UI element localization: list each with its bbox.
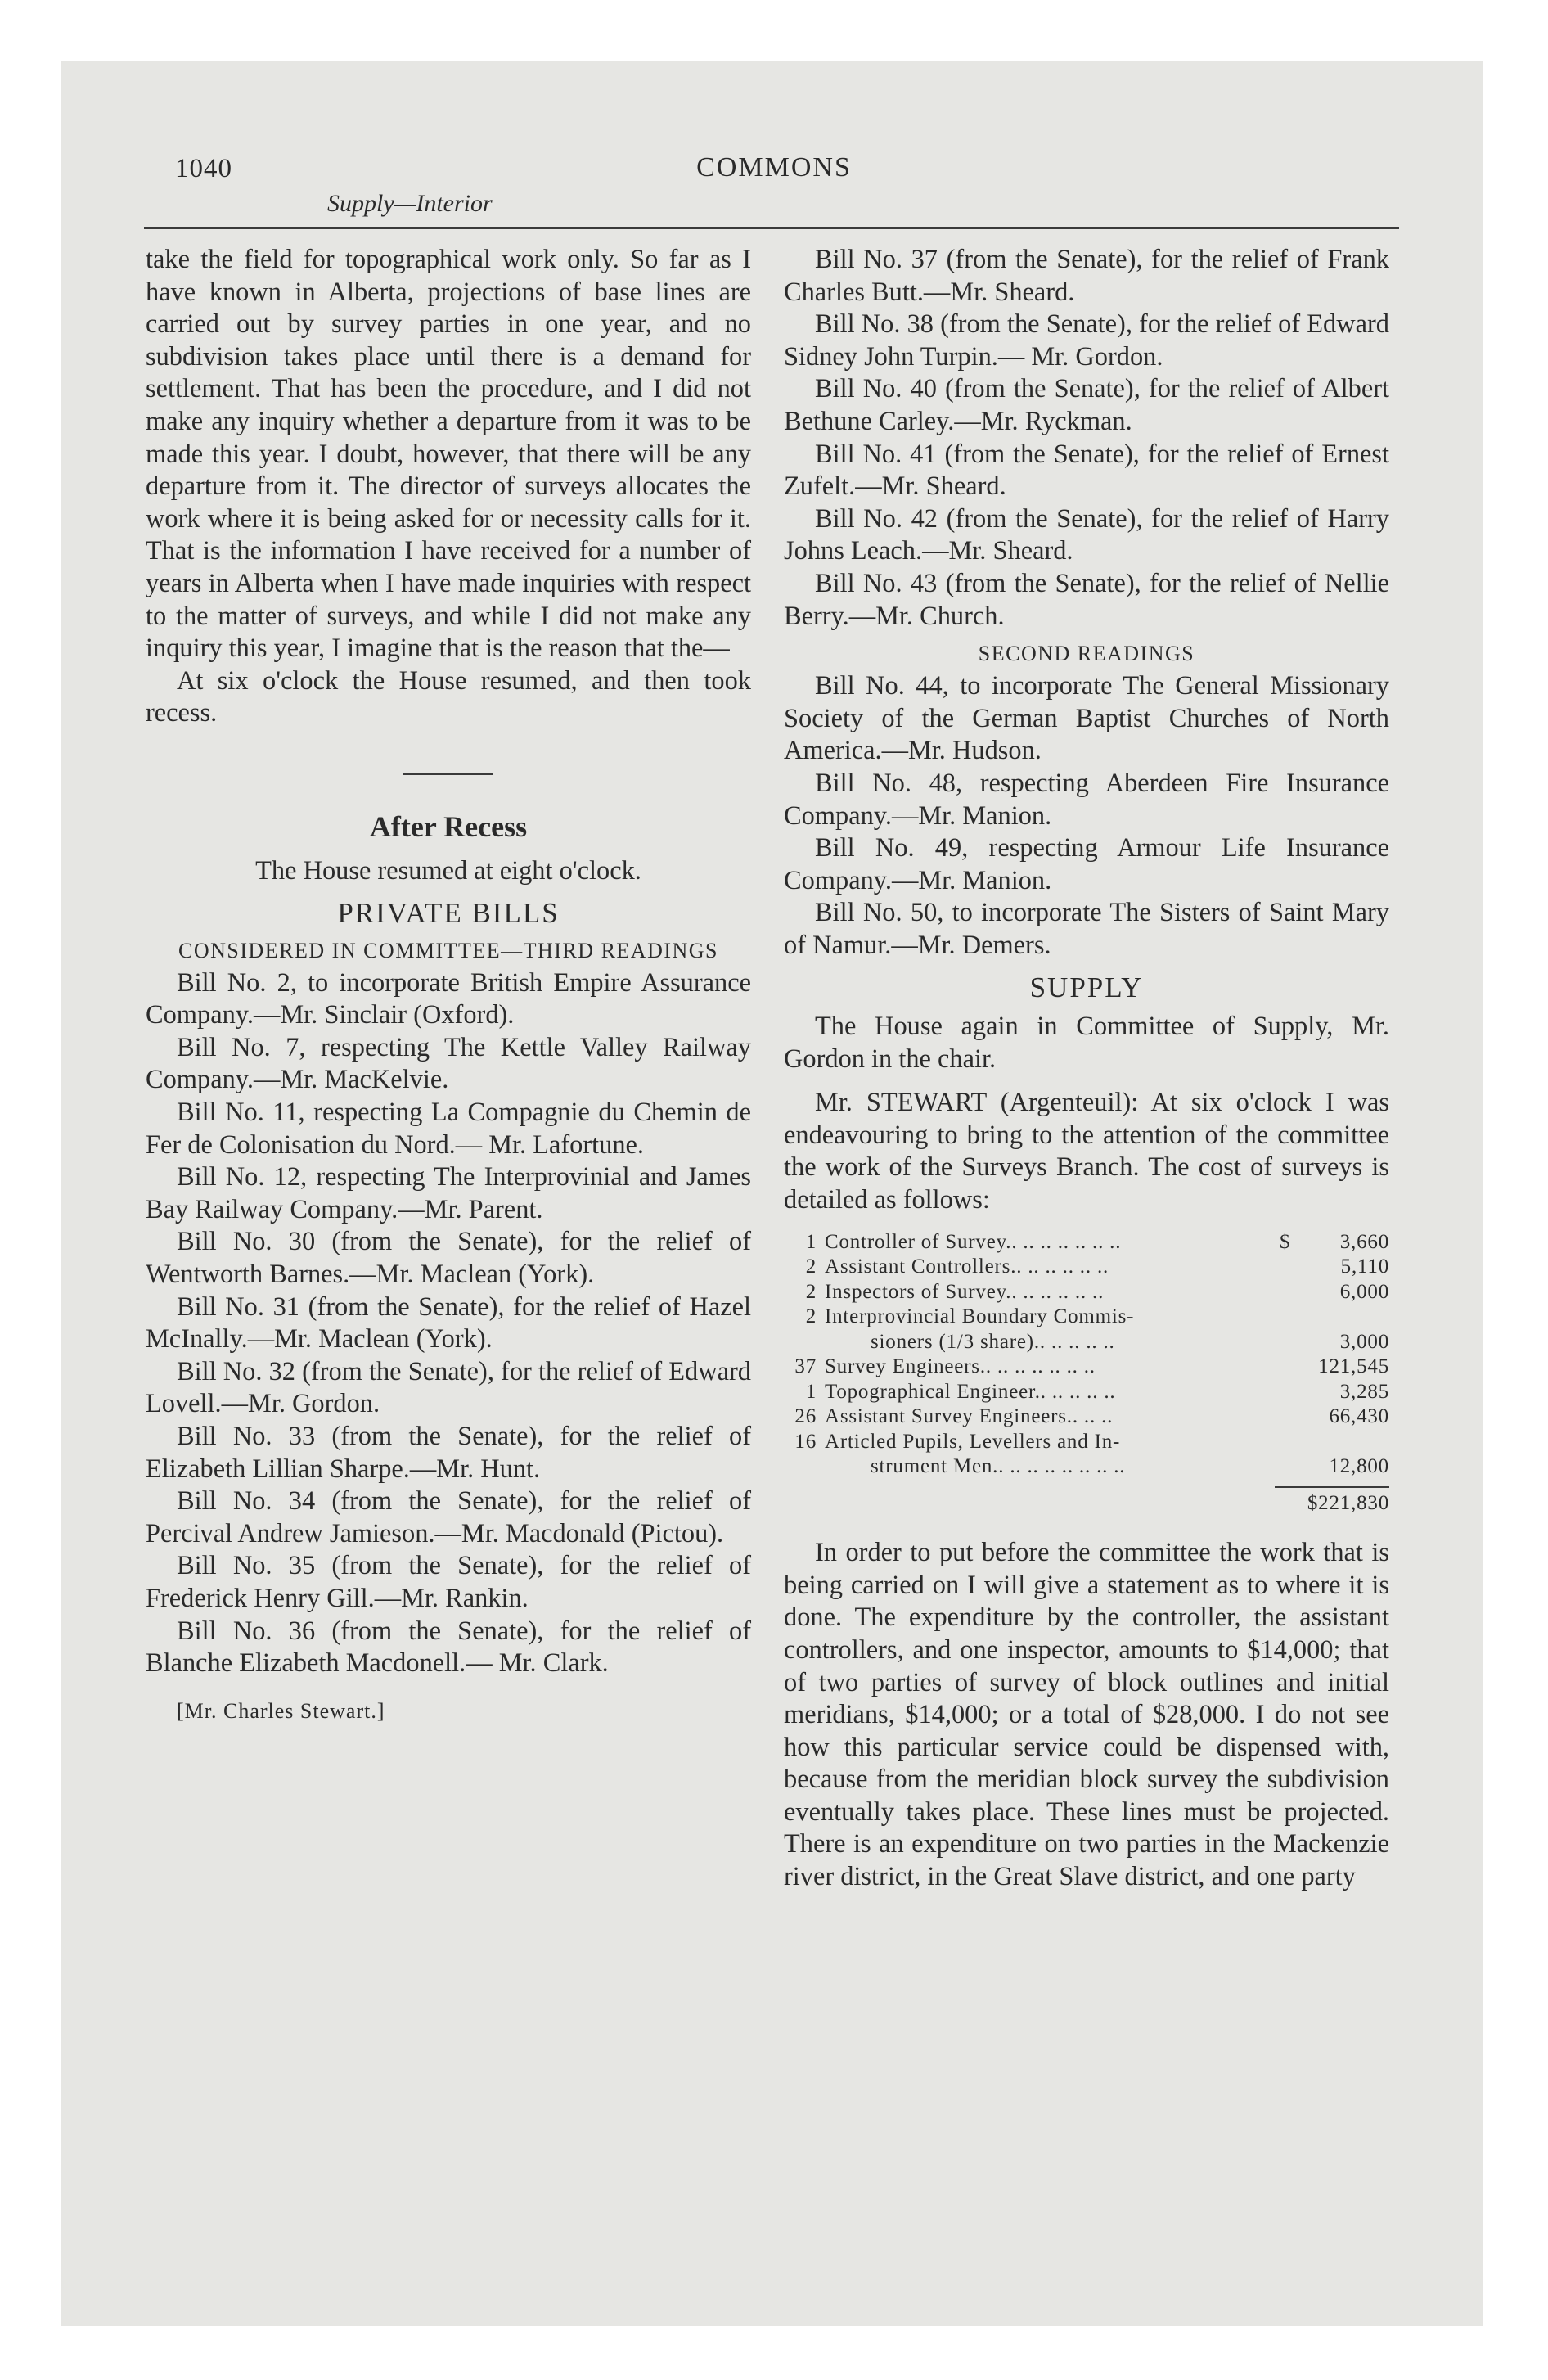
page-number: 1040 (175, 154, 232, 183)
cost-row: 2 Interprovincial Boundary Commis- (805, 1305, 1135, 1328)
bill-item: Bill No. 32 (from the Senate), for the relief of Edward Lovell.—Mr. Gordon. (146, 1356, 751, 1419)
left-column (146, 244, 751, 1727)
private-bills-heading: PRIVATE BILLS (337, 897, 560, 930)
bill-item: Bill No. 48, respecting Aberdeen Fire Insurance Company.—Mr. Manion. (784, 768, 1389, 831)
bill-item: Bill No. 41 (from the Senate), for the relief of Ernest Zufelt.—Mr. Sheard. (784, 439, 1389, 502)
cost-row: sioners (1/3 share).. .. .. .. .. 3,000 (871, 1330, 1389, 1353)
second-readings-heading: SECOND READINGS (978, 642, 1195, 666)
bill-item: Bill No. 11, respecting La Compagnie du Chemin de Fer de Colonisation du Nord.— Mr. Lafortune. (146, 1098, 751, 1160)
cost-row: 26 Assistant Survey Engineers.. .. .. 66,430 (794, 1405, 1389, 1428)
cost-total: $221,830 (1307, 1491, 1389, 1514)
continued-paragraph: take the field for topographical work only. So far as I have known in Alberta, projections of base lines are carried out by survey parties in one year, and no subdivision takes place until there is a demand for settlement. That has been the procedure, and I did not make any inquiry whether a departure from it was to be made this year. I doubt, however, that there will be any departure from it. The director of surveys allocates the work where it is being asked for or necessity calls for it. That is the information I have received for a number of years in Alberta when I have made inquiries with respect to the matter of surveys, and while I did not make any inquiry this year, I imagine that is the reason that the— (146, 245, 751, 664)
bill-item: Bill No. 50, to incorporate The Sisters of Saint Mary of Namur.—Mr. Demers. (784, 898, 1389, 960)
expenditure-paragraph: In order to put before the committee the work that is being carried on I will give a statement as to where it is done. The expenditure by the controller, the assistant controllers, and one inspector, amounts to $14,000; that of two parties of survey of block outlines and initial meridians, $14,000; or a total of $28,000. I do not see how this particular service could be dispensed with, because from the meridian block survey the subdivision eventually takes place. These lines must be projected. There is an expenditure on two parties in the Mackenzie river district, in the Great Slave district, and one party (784, 1538, 1389, 1892)
bill-item: Bill No. 36 (from the Senate), for the relief of Blanche Elizabeth Macdonell.— Mr. Clark. (146, 1616, 751, 1679)
bill-item: Bill No. 35 (from the Senate), for the relief of Frederick Henry Gill.—Mr. Rankin. (146, 1551, 751, 1613)
bill-item: Bill No. 30 (from the Senate), for the relief of Wentworth Barnes.—Mr. Maclean (York). (146, 1227, 751, 1290)
bill-item: Bill No. 31 (from the Senate), for the relief of Hazel McInally.—Mr. Maclean (York). (146, 1291, 751, 1355)
cost-row: 2 Inspectors of Survey.. .. .. .. .. .. 6,000 (805, 1280, 1389, 1303)
cost-row: 2 Assistant Controllers.. .. .. .. .. .. 5,110 (805, 1255, 1389, 1278)
bill-item: Bill No. 33 (from the Senate), for the relief of Elizabeth Lillian Sharpe.—Mr. Hunt. (146, 1422, 751, 1484)
bill-item: Bill No. 34 (from the Senate), for the relief of Percival Andrew Jamieson.—Mr. Macdonald (Pictou). (146, 1486, 751, 1548)
supply-heading: SUPPLY (1029, 971, 1144, 1004)
third-readings-heading: CONSIDERED IN COMMITTEE—THIRD READINGS (178, 938, 719, 962)
bill-item: Bill No. 44, to incorporate The General Missionary Society of the German Baptist Churches of North America.—Mr. Hudson. (784, 671, 1389, 766)
section-heading: Supply—Interior (327, 190, 493, 217)
cost-row: 1 Controller of Survey.. .. .. .. .. .. .. $ 3,660 (805, 1230, 1389, 1253)
bill-item: Bill No. 42 (from the Senate), for the relief of Harry Johns Leach.—Mr. Sheard. (784, 503, 1389, 566)
recess-paragraph: At six o'clock the House resumed, and then took recess. (146, 665, 751, 728)
bill-item: Bill No. 40 (from the Senate), for the relief of Albert Bethune Carley.—Mr. Ryckman. (784, 374, 1389, 436)
cost-row: 16 Articled Pupils, Levellers and In- (794, 1430, 1121, 1453)
after-recess-text: The House resumed at eight o'clock. (255, 855, 641, 886)
cost-row: 1 Topographical Engineer.. .. .. .. .. 3,285 (805, 1380, 1389, 1403)
bill-item: Bill No. 12, respecting The Interprovinial and James Bay Railway Company.—Mr. Parent. (146, 1162, 751, 1224)
header-rule (144, 227, 1399, 229)
cost-row: 37 Survey Engineers.. .. .. .. .. .. .. 121,545 (794, 1355, 1389, 1378)
supply-paragraph: The House again in Committee of Supply, Mr. Gordon in the chair. (784, 1012, 1389, 1074)
after-recess-title: After Recess (369, 809, 528, 843)
stewart-paragraph: Mr. STEWART (Argenteuil): At six o'clock I was endeavouring to bring to the attention of the committee the work of the Surveys Branch. The cost of surveys is detailed as follows: (784, 1088, 1389, 1215)
bill-item: Bill No. 37 (from the Senate), for the relief of Frank Charles Butt.—Mr. Sheard. (784, 245, 1389, 307)
bill-item: Bill No. 43 (from the Senate), for the relief of Nellie Berry.—Mr. Church. (784, 568, 1389, 631)
bill-item: Bill No. 2, to incorporate British Empire Assurance Company.—Mr. Sinclair (Oxford). (146, 967, 751, 1030)
running-title: COMMONS (696, 152, 852, 183)
cost-row: strument Men.. .. .. .. .. .. .. .. 12,800 (871, 1455, 1389, 1478)
total-rule (1275, 1486, 1389, 1488)
survey-cost-table (784, 1230, 1389, 1517)
speaker-footer: [Mr. Charles Stewart.] (177, 1698, 385, 1723)
bill-item: Bill No. 49, respecting Armour Life Insurance Company.—Mr. Manion. (784, 833, 1389, 895)
bill-item: Bill No. 7, respecting The Kettle Valley Railway Company.—Mr. MacKelvie. (146, 1032, 751, 1095)
right-column (784, 244, 1389, 1894)
bill-item: Bill No. 38 (from the Senate), for the relief of Edward Sidney John Turpin.— Mr. Gordon. (784, 309, 1389, 372)
section-divider (403, 773, 493, 775)
